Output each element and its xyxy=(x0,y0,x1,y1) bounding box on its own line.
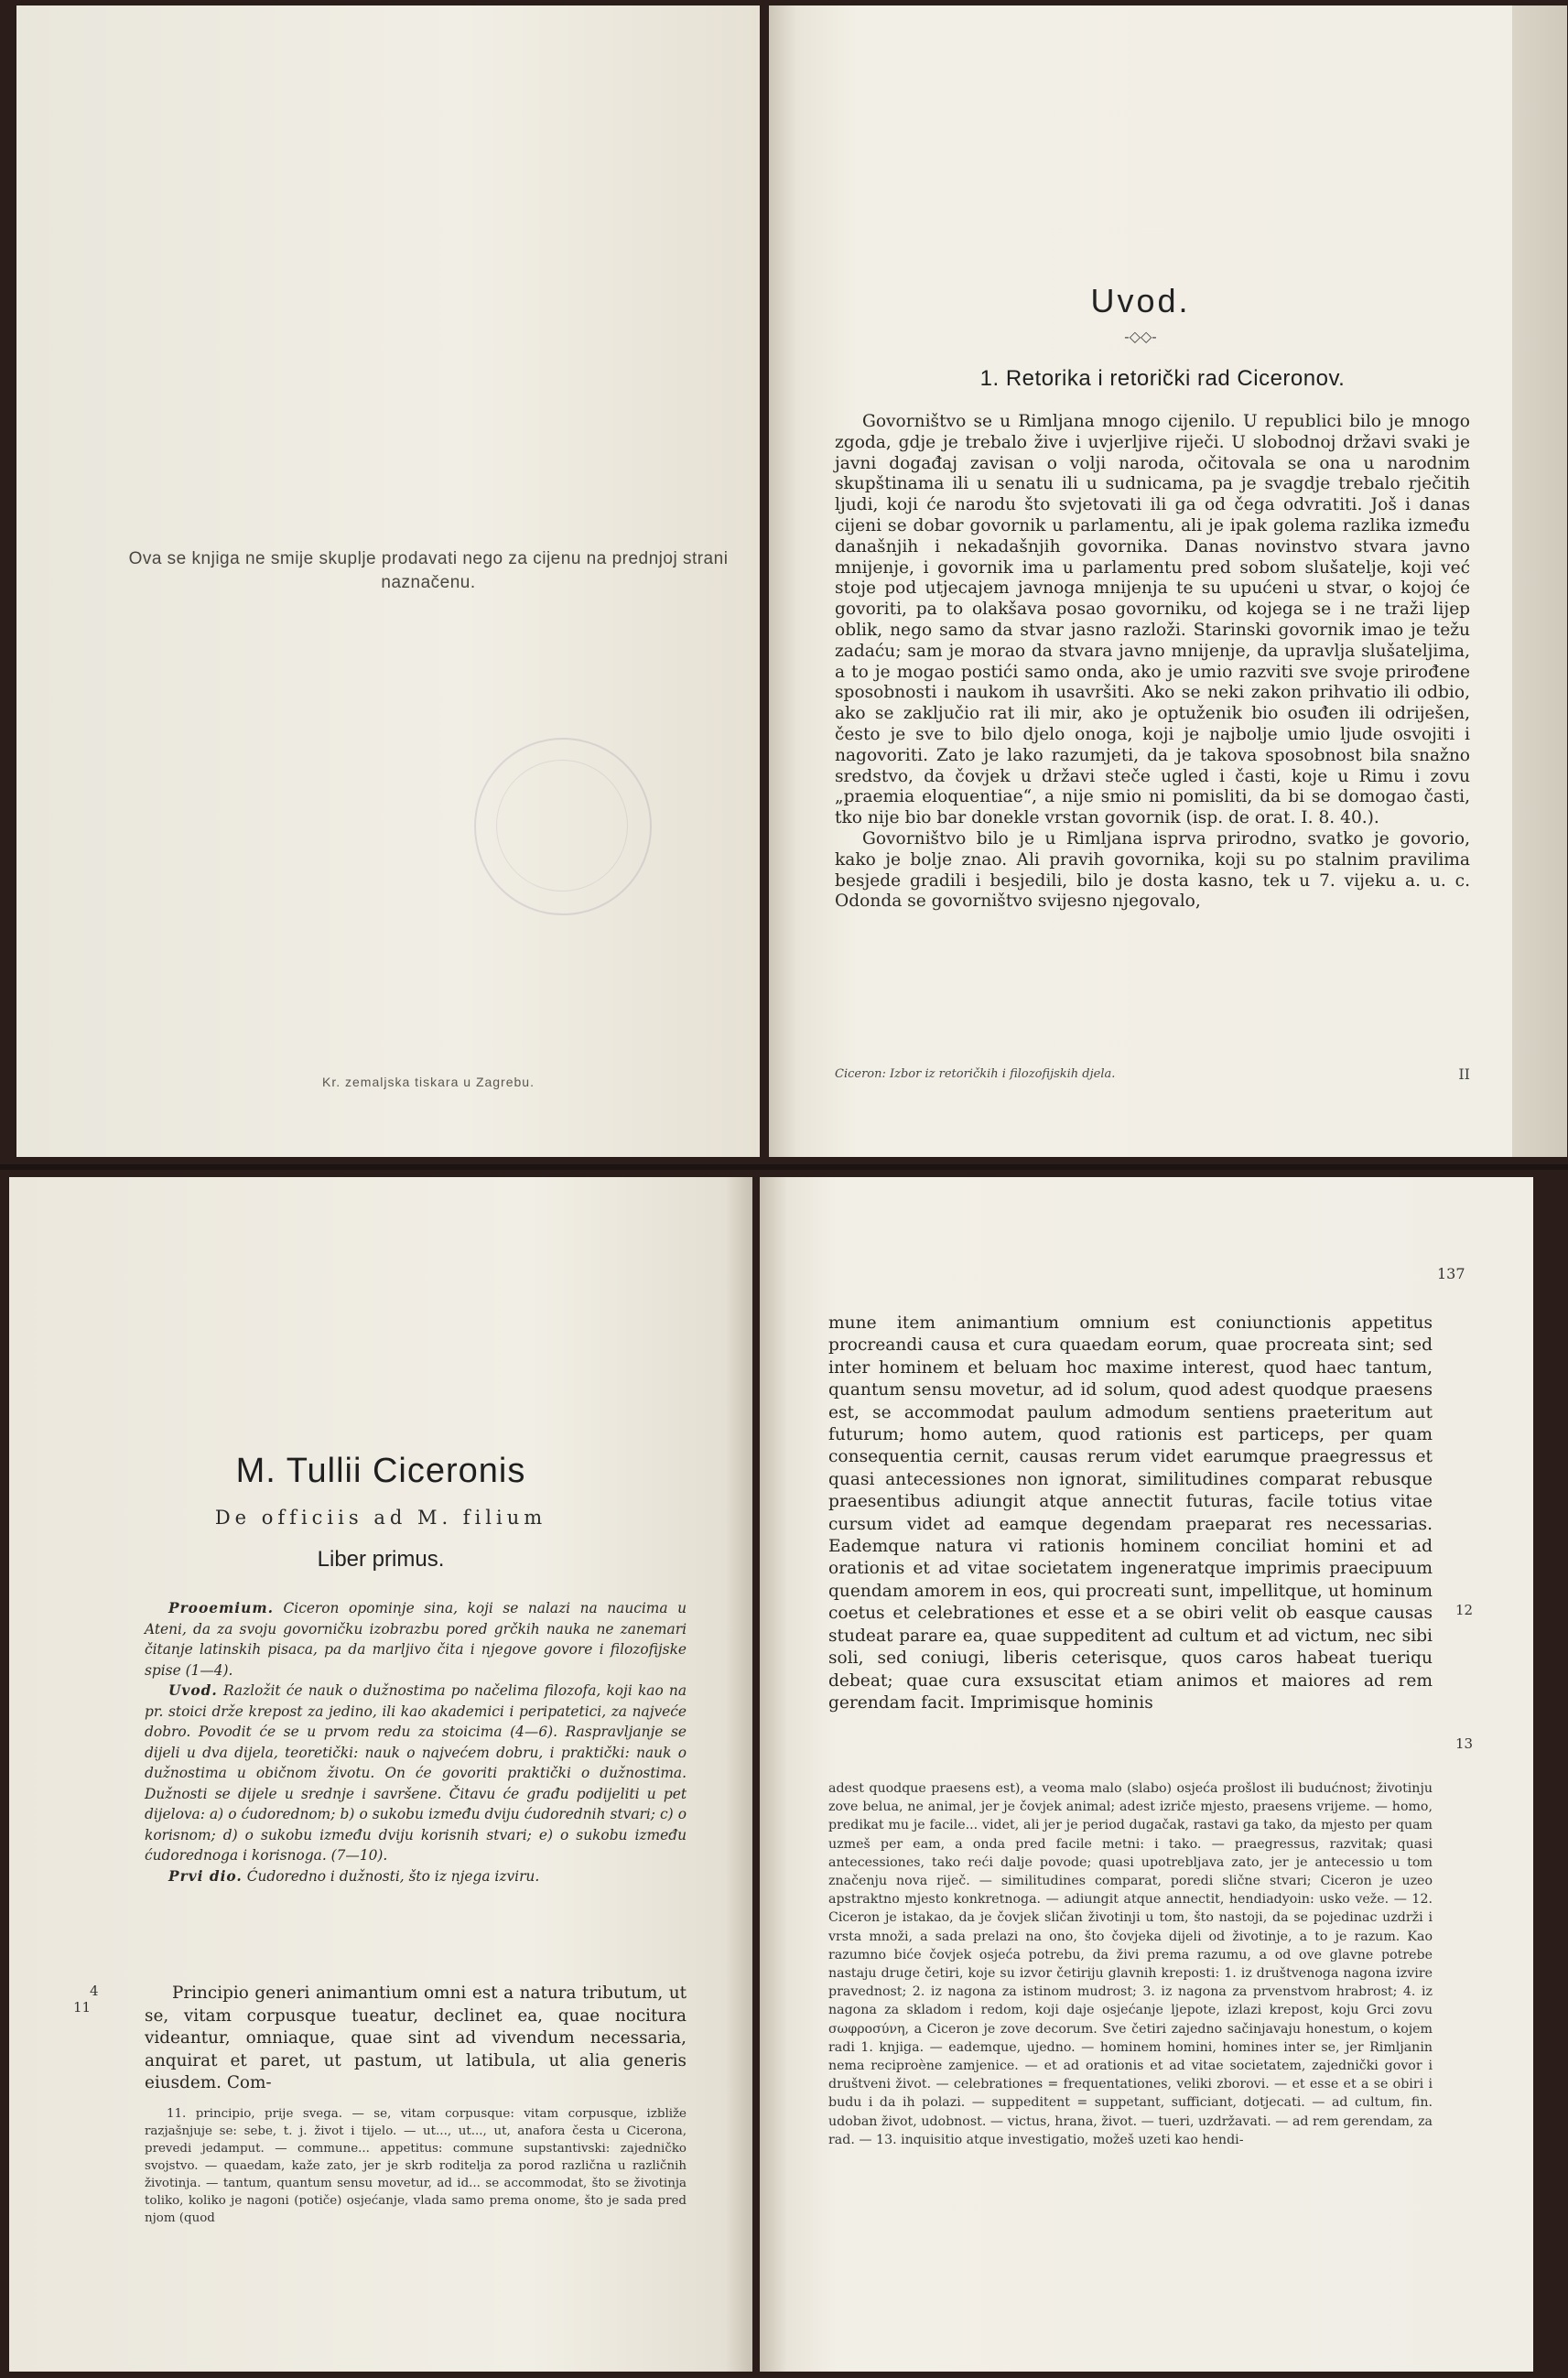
latin-paragraph: mune item animantium omnium est coniunctionis appetitus procreandi causa et cura quaedam eorum, quae procreata sint; sed inter hominem et beluam hoc maxime interest, quod haec tantum, quantum sensu movetur, ad id solum, quod adest quodque praesens est, se accommodat paulum admodum sentiens praeteritum aut futurum; homo autem, quod rationis est particeps, per quam consequentia cernit, causas rerum videt earumque praegressus et quasi antecessiones non ignorat, similitudines comparat rebusque praesentibus adiungit atque annectit futuras, facile totius vitae cursum videt ad eamque degendam praeparat res necessarias. Eademque natura vi rationis hominem conciliat homini et ad orationis et ad vitae societatem ingeneratque imprimis praecipuum quendam amorem in eos, qui procreati sunt, impellitque, ut hominum coetus et celebrationes et esse et a se obiri velit ob easque causas studeat parare ea, quae suppeditent ad cultum et ad victum, nec sibi soli, sed coniugi, liberis ceterisque, quos caros habeat tueriqu debeat; quae cura exsuscitat etiam animos et maiores ad rem gerendam facit. Imprimisque hominis xyxy=(828,1313,1433,1713)
summary-label: Prvi dio. xyxy=(168,1867,243,1885)
latin-text xyxy=(828,1313,1433,1714)
commentary-notes xyxy=(828,1779,1433,2149)
spine-shadow xyxy=(760,1177,787,2372)
spine-shadow xyxy=(769,5,796,1157)
summary-text: Ciceron opominje sina, koji se nalazi na naucima u Ateni, da za svoju govorničku izobrazbu pored grčkih nauka ne zanemari čitanje latinskih pisaca, pa da marljivo čita i njegove govore i filozofijske spise (1—4). xyxy=(145,1600,687,1679)
bottom-book-spread xyxy=(0,1170,1568,2378)
margin-number: 13 xyxy=(1455,1735,1474,1752)
price-notice: Ova se knjiga ne smije skuplje prodavati nego za cijenu na prednjoj strani naznačenu. xyxy=(128,549,729,592)
notes-paragraph: adest quodque praesens est), a veoma malo (slabo) osjeća prošlost ili budućnost; životinju zove belua, ne animal, jer je čovjek animal; adest izriče mjesto, praesens vrijeme. — homo, predikat mu je facile... videt, ali jer je period dugačak, rastavi ga tako, da mjesto per quam uzmeš per eam, a onda pred facile metni: i tako. — praegressus, razvitak; quasi antecessiones, tako reći dalje povode; quasi upotrebljava zato, jer je antecessio u tom značenju nova riječ. — similitudines comparat, poredi slične stvari; Ciceron je uzeo apstraktno mjesto konkretnoga. — adiungit atque annectit, hendiadyoin: usko veže. — 12. Ciceron je istakao, da je čovjek sličan životinji u tom, što nastoji, da se pojedinac uzdrži i vrsta množi, a sada prelazi na ono, što čovjeka dijeli od životinje, a to je razum. Kao razumno biće čovjek osjeća potrebu, da živi prema razumu, a od ove glavne potrebe nastaju druge četiri, koje su izvor četiriju glavnih kreposti: 1. iz društvenoga nagona izvire pravednost; 2. iz nagona za istinom mudrost; 3. iz nagona za prvenstvom hrabrost; 4. iz nagona za skladom i redom, koji daje osjećanje ljepote, izlazi krepost, koju Grci zovu σωφροσύνη, a Ciceron je zove decorum. Sve četiri zajedno sačinjavaju honestum, o kojem radi 1. knjiga. — eademque, ujedno. — hominem homini, homines inter se, jer Rimljanin nema reciproène zamjenice. — et ad orationis et ad vitae societatem, zajednički govor i društveni život. — celebrationes = frequentationes, veliki zborovi. — et esse et a se obiri i budu i da ih polazi. — suppeditent = suppetant, sufficiant, dotjecati. — ad cultum, fin. udoban život, udobnost. — victus, hrana, život. — tueri, uzdržavati. — ad rem gerendam, za rad. — 13. inquisitio atque investigatio, možeš uzeti kao hendi- xyxy=(828,1781,1433,2147)
page-edge xyxy=(1512,5,1567,1157)
spine-shadow xyxy=(725,1177,752,2372)
latin-text xyxy=(145,1983,687,2095)
summary-paragraph xyxy=(145,1681,687,1866)
commentary-notes xyxy=(145,2105,687,2227)
margin-number: 11 xyxy=(73,1999,92,2016)
summary-paragraph xyxy=(145,1866,687,1887)
ornament-divider-icon: -◇◇- xyxy=(1124,328,1157,345)
page-uvod xyxy=(769,5,1512,1157)
notes-paragraph: 11. principio, prije svega. — se, vitam corpusque: vitam corpusque, izbliže razjašnjuje se: sebe, t. j. život i tijelo. — ut..., ut..., ut, anafora česta u Cicerona, prevedi jedamput. — commune... appetitus: commune supstantivski: zajedničko svojstvo. — quaedam, kaže zato, jer je skrb roditelja za porod različna u različnih životinja. — tantum, quantum sensu movetur, ad id... se accommodat, što se životinja toliko, koliko je nagoni (potiče) osjećanje, vlada samo prema onome, što je sada pred njom (quod xyxy=(145,2107,687,2225)
chapter-heading: Uvod. xyxy=(1090,282,1191,319)
page-footer xyxy=(835,1067,1470,1081)
page-137 xyxy=(760,1177,1533,2372)
page-number: 137 xyxy=(1437,1265,1465,1282)
summary-label: Prooemium. xyxy=(168,1600,274,1616)
signature-mark: II xyxy=(1458,1065,1470,1083)
faded-library-stamp-icon xyxy=(474,738,652,915)
summary-text: Ćudoredno i dužnosti, što iz njega izviru. xyxy=(242,1867,540,1885)
printer-imprint: Kr. zemaljska tiskara u Zagrebu. xyxy=(322,1075,535,1089)
uvod-body xyxy=(835,412,1470,913)
paragraph: Govorništvo bilo je u Rimljana isprva prirodno, svatko je govorio, kako je bolje znao. Ali pravih govornika, koji su po stalnim pravilima besjede gradili i besjedili, bilo je dosta kasno, tek u 7. vijeku a. u. c. Odonda se govorništvo svijesno njegovalo, xyxy=(835,828,1470,912)
footer-title: Ciceron: Izbor iz retoričkih i filozofijskih djela. xyxy=(835,1067,1116,1081)
margin-number: 12 xyxy=(1455,1602,1474,1618)
summary-text: Razložit će nauk o dužnostima po načelima filozofa, koji kao na pr. stoici drže krepost za jedino, ili kao akademici i peripatetici, za najveće dobro. Povodit će se u prvom redu za stoicima (4—6). Raspravljanje se dijeli u dva dijela, teoretički: nauk o najvećem dobru, i praktički: nauk o dužnostima u običnom životu. On će govoriti praktički o dužnostima. Dužnosti se dijele u srednje i savršene. Čitavu će građu podijeliti u pet dijelova: a) o ćudorednom; b) o sukobu između dviju ćudorednih stvari; c) o korisnom; d) o sukobu između dviju korisnih stvari; e) o sukobu između ćudorednoga i korisnoga. (7—10). xyxy=(145,1682,687,1864)
summary-block xyxy=(145,1598,687,1886)
top-book-spread xyxy=(0,0,1568,1164)
paragraph: Govorništvo se u Rimljana mnogo cijenilo. U republici bilo je mnogo zgoda, gdje je trebalo žive i uvjerljive riječi. U slobodnoj državi svaki je javni događaj zavisan o volji naroda, očitovala se ona u narodnim skupštinama ili u senatu ili u sudnicama, pa je svagdje trebalo rječitih ljudi, koji će narodu što svjetovati ili ga od čega odvratiti. Još i danas cijeni se dobar govornik u parlamentu, ali je ipak golema razlika između današnjih i nekadašnjih govornika. Danas novinstvo stvara javno mnijenje, i govornik ima u parlamentu pred sobom slušatelje, koji već stoje pod utjecajem javnoga mnijenja te su upućeni u stvar, o kojoj će govoriti, pa to olakšava posao govorniku, od kojega se i ne traži lijep oblik, nego samo da stvar jasno razloži. Starinski govornik imao je težu zadaću; sam je morao da stvara javno mnijenje, da upravlja slušateljima, a to je mogao postići samo onda, ako je umio razviti sve svoje prirođene sposobnosti i naukom ih usavršiti. Ako se neki zakon prihvatio ili odbio, ako se zaključio rat ili mir, ako je optuženik bio osuđen ili odriješen, često je sve to bilo djelo onoga, koji je najbolje umio ljude osvojiti i nagovoriti. Zato je lako razumjeti, da je takova sposobnost bila snažno sredstvo, da čovjek u državi steče ugled i časti, koje u Rimu i zovu „praemia eloquentiae“, a nije smio ni pomisliti, da bi se domogao časti, tko nije bio bar donekle vrstan govornik (isp. de orat. I. 8. 40.). xyxy=(835,412,1470,828)
page-de-officiis-title xyxy=(9,1177,752,2372)
book-number: Liber primus. xyxy=(317,1547,445,1572)
summary-label: Uvod. xyxy=(168,1682,218,1699)
work-subtitle: De officiis ad M. filium xyxy=(214,1507,547,1529)
latin-paragraph: Principio generi animantium omni est a natura tributum, ut se, vitam corpusque tueatur, declinet ea, quae nocitura videantur, omniaque, quae sint ad vivendum necessaria, anquirat et paret, ut pastum, ut latibula, ut alia generis eiusdem. Com- xyxy=(145,1983,687,2092)
summary-paragraph xyxy=(145,1598,687,1681)
work-title: M. Tullii Ciceronis xyxy=(235,1452,526,1490)
margin-number: 4 xyxy=(90,1983,99,1999)
margin-numbers xyxy=(73,1983,99,2016)
page-front-matter xyxy=(16,5,760,1157)
section-heading: 1. Retorika i retorički rad Ciceronov. xyxy=(979,366,1346,391)
